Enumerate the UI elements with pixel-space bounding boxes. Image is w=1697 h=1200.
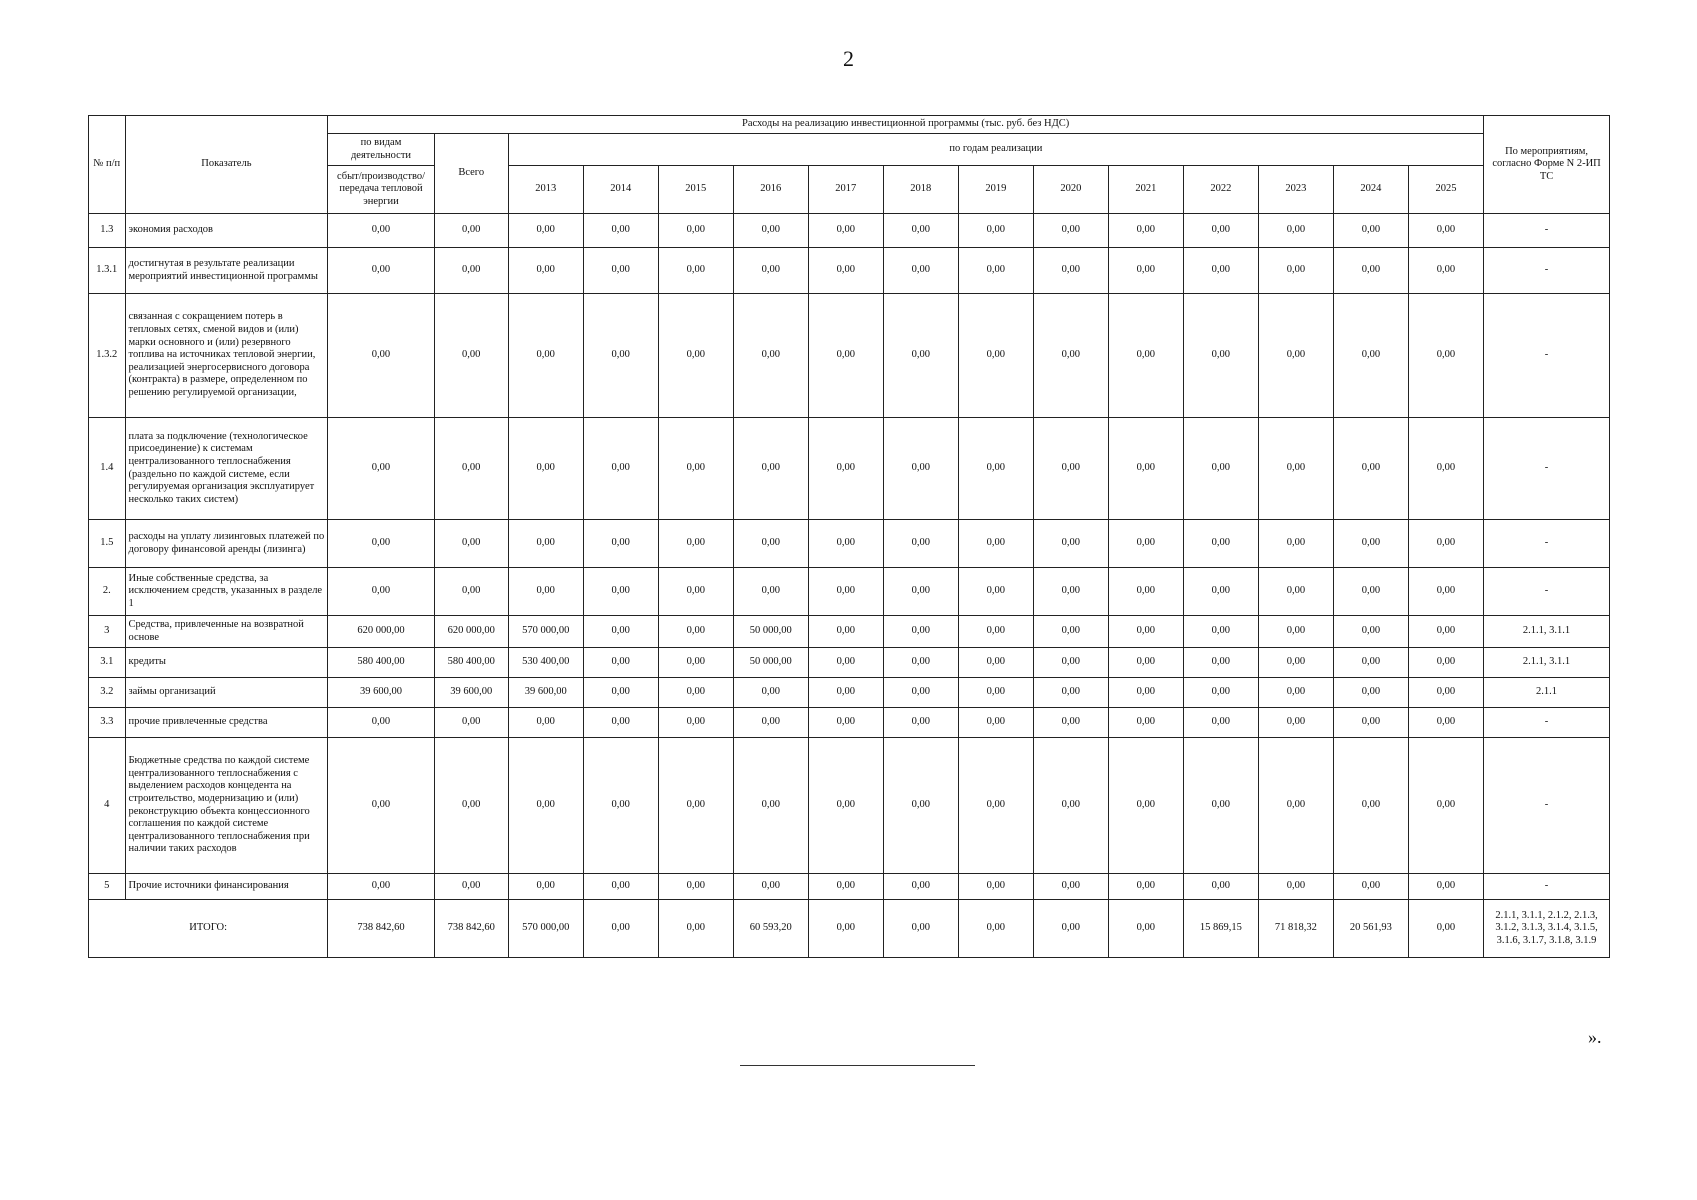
- row-year-value: 0,00: [958, 294, 1033, 418]
- row-year-value: 0,00: [958, 648, 1033, 678]
- row-year-value: 0,00: [883, 568, 958, 616]
- row-num: 4: [89, 738, 126, 874]
- row-year-value: 0,00: [1108, 708, 1183, 738]
- row-year-value: 0,00: [1258, 648, 1333, 678]
- row-year-value: 0,00: [808, 678, 883, 708]
- row-measures: -: [1484, 708, 1610, 738]
- header-year: 2016: [733, 166, 808, 214]
- row-year-value: 0,00: [1258, 294, 1333, 418]
- row-measures: -: [1484, 874, 1610, 900]
- total-year-value: 0,00: [883, 900, 958, 958]
- header-year: 2014: [583, 166, 658, 214]
- row-year-value: 0,00: [583, 616, 658, 648]
- header-year: 2025: [1408, 166, 1483, 214]
- row-year-value: 0,00: [1258, 520, 1333, 568]
- row-year-value: 0,00: [958, 874, 1033, 900]
- row-year-value: 0,00: [1033, 520, 1108, 568]
- row-year-value: 0,00: [808, 874, 883, 900]
- row-year-value: 0,00: [883, 248, 958, 294]
- row-year-value: 0,00: [1183, 874, 1258, 900]
- row-year-value: 0,00: [1108, 214, 1183, 248]
- row-year-value: 0,00: [583, 214, 658, 248]
- row-year-value: 0,00: [883, 520, 958, 568]
- row-label: плата за подключение (технологическое присоединение) к системам централизованного теплоснабжения (раздельно по каждой системе, если регулируемая организация эксплуатирует несколько таких систем): [125, 418, 328, 520]
- row-num: 3.3: [89, 708, 126, 738]
- row-year-value: 0,00: [1108, 616, 1183, 648]
- row-year-value: 0,00: [1333, 874, 1408, 900]
- row-label: связанная с сокращением потерь в тепловых сетях, сменой видов и (или) марки основного и (или) резервного топлива на источниках тепловой энергии, реализацией энергосервисного договора (контракта) в размере, определенном по решению регулируемой организации,: [125, 294, 328, 418]
- row-year-value: 0,00: [1108, 294, 1183, 418]
- row-year-value: 0,00: [733, 678, 808, 708]
- row-year-value: 0,00: [1033, 418, 1108, 520]
- row-measures: 2.1.1, 3.1.1: [1484, 648, 1610, 678]
- row-year-value: 0,00: [1258, 214, 1333, 248]
- table-row: [89, 708, 1610, 738]
- table-body: [89, 214, 1610, 958]
- row-year-value: 0,00: [808, 568, 883, 616]
- row-total-value: 0,00: [434, 520, 508, 568]
- row-year-value: 0,00: [583, 248, 658, 294]
- row-year-value: 0,00: [733, 520, 808, 568]
- row-year-value: 0,00: [658, 616, 733, 648]
- row-year-value: 0,00: [883, 294, 958, 418]
- header-indicator: Показатель: [125, 116, 328, 214]
- row-activity-value: 0,00: [328, 294, 434, 418]
- row-total-value: 0,00: [434, 248, 508, 294]
- total-year-value: 0,00: [1108, 900, 1183, 958]
- row-year-value: 0,00: [1408, 678, 1483, 708]
- row-total-value: 0,00: [434, 874, 508, 900]
- row-year-value: 0,00: [508, 708, 583, 738]
- header-year: 2023: [1258, 166, 1333, 214]
- row-year-value: 0,00: [958, 214, 1033, 248]
- header-by-years: по годам реализации: [508, 134, 1483, 166]
- row-year-value: 0,00: [1258, 874, 1333, 900]
- row-year-value: 0,00: [1183, 568, 1258, 616]
- row-num: 2.: [89, 568, 126, 616]
- row-measures: -: [1484, 520, 1610, 568]
- row-year-value: 0,00: [658, 248, 733, 294]
- row-year-value: 0,00: [1258, 678, 1333, 708]
- row-year-value: 0,00: [583, 738, 658, 874]
- row-year-value: 0,00: [808, 418, 883, 520]
- row-label: кредиты: [125, 648, 328, 678]
- table-row: [89, 294, 1610, 418]
- row-year-value: 0,00: [958, 678, 1033, 708]
- row-year-value: 0,00: [658, 294, 733, 418]
- row-year-value: 0,00: [733, 568, 808, 616]
- row-activity-value: 39 600,00: [328, 678, 434, 708]
- row-year-value: 0,00: [1033, 874, 1108, 900]
- row-year-value: 0,00: [508, 248, 583, 294]
- row-year-value: 0,00: [1408, 248, 1483, 294]
- total-year-value: 0,00: [808, 900, 883, 958]
- row-total-value: 0,00: [434, 214, 508, 248]
- header-num: № п/п: [89, 116, 126, 214]
- row-total-value: 39 600,00: [434, 678, 508, 708]
- table-row: [89, 568, 1610, 616]
- row-activity-value: 580 400,00: [328, 648, 434, 678]
- row-label: прочие привлеченные средства: [125, 708, 328, 738]
- table-row: [89, 418, 1610, 520]
- table-row: [89, 520, 1610, 568]
- table-row: [89, 648, 1610, 678]
- row-year-value: 0,00: [1108, 874, 1183, 900]
- row-year-value: 0,00: [1333, 248, 1408, 294]
- total-activity-value: 738 842,60: [328, 900, 434, 958]
- row-year-value: 0,00: [1108, 678, 1183, 708]
- row-year-value: 0,00: [1183, 738, 1258, 874]
- table-row: [89, 214, 1610, 248]
- row-year-value: 0,00: [1258, 418, 1333, 520]
- row-total-value: 0,00: [434, 568, 508, 616]
- row-year-value: 0,00: [1333, 294, 1408, 418]
- row-year-value: 0,00: [658, 418, 733, 520]
- row-measures: -: [1484, 248, 1610, 294]
- row-label: Прочие источники финансирования: [125, 874, 328, 900]
- row-year-value: 0,00: [1033, 648, 1108, 678]
- total-row: [89, 900, 1610, 958]
- row-year-value: 0,00: [658, 708, 733, 738]
- row-year-value: 0,00: [1183, 248, 1258, 294]
- row-year-value: 0,00: [958, 520, 1033, 568]
- total-year-value: 0,00: [1408, 900, 1483, 958]
- row-year-value: 0,00: [583, 708, 658, 738]
- row-year-value: 0,00: [733, 874, 808, 900]
- row-year-value: 0,00: [958, 568, 1033, 616]
- row-year-value: 0,00: [1183, 294, 1258, 418]
- header-year: 2017: [808, 166, 883, 214]
- row-year-value: 0,00: [1333, 214, 1408, 248]
- row-year-value: 0,00: [883, 648, 958, 678]
- row-year-value: 0,00: [1408, 294, 1483, 418]
- row-year-value: 0,00: [508, 520, 583, 568]
- header-total: Всего: [434, 134, 508, 214]
- row-year-value: 0,00: [1333, 616, 1408, 648]
- row-measures: -: [1484, 738, 1610, 874]
- row-year-value: 0,00: [1408, 708, 1483, 738]
- row-year-value: 0,00: [1333, 568, 1408, 616]
- row-year-value: 0,00: [658, 214, 733, 248]
- row-total-value: 620 000,00: [434, 616, 508, 648]
- row-year-value: 0,00: [958, 418, 1033, 520]
- row-year-value: 0,00: [1108, 738, 1183, 874]
- row-year-value: 0,00: [733, 418, 808, 520]
- row-year-value: 0,00: [1333, 708, 1408, 738]
- closing-mark: ».: [1588, 1027, 1602, 1047]
- row-year-value: 0,00: [508, 568, 583, 616]
- row-year-value: 0,00: [583, 648, 658, 678]
- row-num: 3.1: [89, 648, 126, 678]
- footer-rule: [740, 1065, 975, 1066]
- row-year-value: 0,00: [1033, 568, 1108, 616]
- header-activity-type: сбыт/производство/передача тепловой энергии: [328, 166, 434, 214]
- row-year-value: 0,00: [508, 294, 583, 418]
- row-year-value: 50 000,00: [733, 616, 808, 648]
- row-year-value: 0,00: [1333, 520, 1408, 568]
- row-year-value: 0,00: [1183, 418, 1258, 520]
- row-num: 1.3.1: [89, 248, 126, 294]
- row-year-value: 0,00: [733, 738, 808, 874]
- total-year-value: 0,00: [958, 900, 1033, 958]
- row-total-value: 580 400,00: [434, 648, 508, 678]
- row-year-value: 0,00: [583, 418, 658, 520]
- total-label: ИТОГО:: [89, 900, 328, 958]
- page-number: 2: [843, 46, 854, 71]
- row-year-value: 0,00: [1258, 248, 1333, 294]
- row-year-value: 0,00: [1408, 214, 1483, 248]
- row-year-value: 39 600,00: [508, 678, 583, 708]
- total-year-value: 0,00: [1033, 900, 1108, 958]
- row-year-value: 0,00: [583, 874, 658, 900]
- header-year: 2013: [508, 166, 583, 214]
- row-year-value: 0,00: [1333, 418, 1408, 520]
- row-year-value: 0,00: [658, 738, 733, 874]
- table-row: [89, 616, 1610, 648]
- header-year: 2018: [883, 166, 958, 214]
- row-year-value: 0,00: [1108, 248, 1183, 294]
- header-year: 2015: [658, 166, 733, 214]
- row-year-value: 0,00: [1408, 520, 1483, 568]
- row-year-value: 0,00: [808, 616, 883, 648]
- row-activity-value: 0,00: [328, 520, 434, 568]
- header-year: 2021: [1108, 166, 1183, 214]
- row-year-value: 0,00: [1108, 648, 1183, 678]
- row-year-value: 0,00: [958, 248, 1033, 294]
- row-year-value: 0,00: [733, 214, 808, 248]
- header-year: 2019: [958, 166, 1033, 214]
- row-activity-value: 0,00: [328, 568, 434, 616]
- table-row: [89, 738, 1610, 874]
- table-row: [89, 874, 1610, 900]
- row-year-value: 0,00: [808, 214, 883, 248]
- header-expenses-title: Расходы на реализацию инвестиционной программы (тыс. руб. без НДС): [328, 116, 1484, 134]
- row-label: займы организаций: [125, 678, 328, 708]
- row-total-value: 0,00: [434, 708, 508, 738]
- row-year-value: 0,00: [1183, 708, 1258, 738]
- row-year-value: 0,00: [808, 294, 883, 418]
- row-year-value: 0,00: [1258, 738, 1333, 874]
- row-year-value: 0,00: [1108, 418, 1183, 520]
- row-year-value: 0,00: [1408, 874, 1483, 900]
- row-year-value: 0,00: [1258, 568, 1333, 616]
- row-num: 1.4: [89, 418, 126, 520]
- total-year-value: 570 000,00: [508, 900, 583, 958]
- row-year-value: 0,00: [883, 418, 958, 520]
- row-year-value: 0,00: [508, 738, 583, 874]
- row-label: Иные собственные средства, за исключением средств, указанных в разделе 1: [125, 568, 328, 616]
- total-year-value: 60 593,20: [733, 900, 808, 958]
- row-measures: -: [1484, 214, 1610, 248]
- header-year: 2022: [1183, 166, 1258, 214]
- header-year: 2024: [1333, 166, 1408, 214]
- row-year-value: 0,00: [1183, 648, 1258, 678]
- row-num: 1.3: [89, 214, 126, 248]
- row-year-value: 0,00: [1333, 738, 1408, 874]
- row-year-value: 0,00: [808, 520, 883, 568]
- row-year-value: 0,00: [658, 678, 733, 708]
- row-year-value: 0,00: [883, 678, 958, 708]
- total-total-value: 738 842,60: [434, 900, 508, 958]
- total-year-value: 15 869,15: [1183, 900, 1258, 958]
- row-year-value: 0,00: [1408, 616, 1483, 648]
- row-activity-value: 0,00: [328, 248, 434, 294]
- row-year-value: 0,00: [883, 214, 958, 248]
- table-header: [89, 116, 1610, 214]
- row-year-value: 0,00: [1333, 678, 1408, 708]
- row-activity-value: 0,00: [328, 708, 434, 738]
- row-year-value: 0,00: [1408, 568, 1483, 616]
- row-year-value: 0,00: [808, 248, 883, 294]
- row-label: Бюджетные средства по каждой системе централизованного теплоснабжения с выделением расходов концедента на строительство, модернизацию и (или) реконструкцию объекта концессионного соглашения по каждой системе централизованного теплоснабжения при наличии таких расходов: [125, 738, 328, 874]
- row-year-value: 0,00: [583, 568, 658, 616]
- row-year-value: 0,00: [1183, 214, 1258, 248]
- row-label: достигнутая в результате реализации мероприятий инвестиционной программы: [125, 248, 328, 294]
- row-activity-value: 0,00: [328, 418, 434, 520]
- row-year-value: 0,00: [958, 616, 1033, 648]
- row-measures: -: [1484, 418, 1610, 520]
- row-year-value: 0,00: [508, 418, 583, 520]
- row-activity-value: 0,00: [328, 738, 434, 874]
- row-year-value: 0,00: [1033, 738, 1108, 874]
- row-year-value: 0,00: [1183, 520, 1258, 568]
- row-year-value: 0,00: [1033, 678, 1108, 708]
- header-measures: По мероприятиям, согласно Форме N 2-ИП ТС: [1484, 116, 1610, 214]
- row-year-value: 0,00: [1258, 616, 1333, 648]
- row-activity-value: 0,00: [328, 874, 434, 900]
- row-year-value: 50 000,00: [733, 648, 808, 678]
- row-year-value: 0,00: [733, 708, 808, 738]
- row-num: 5: [89, 874, 126, 900]
- header-year: 2020: [1033, 166, 1108, 214]
- row-measures: 2.1.1, 3.1.1: [1484, 616, 1610, 648]
- row-measures: -: [1484, 568, 1610, 616]
- row-activity-value: 0,00: [328, 214, 434, 248]
- row-year-value: 0,00: [1033, 294, 1108, 418]
- row-measures: -: [1484, 294, 1610, 418]
- row-year-value: 0,00: [1333, 648, 1408, 678]
- row-year-value: 0,00: [658, 648, 733, 678]
- row-year-value: 0,00: [883, 738, 958, 874]
- row-measures: 2.1.1: [1484, 678, 1610, 708]
- row-year-value: 0,00: [1408, 648, 1483, 678]
- row-year-value: 0,00: [1033, 708, 1108, 738]
- row-year-value: 0,00: [1183, 616, 1258, 648]
- row-year-value: 0,00: [1033, 214, 1108, 248]
- row-year-value: 0,00: [1183, 678, 1258, 708]
- total-measures: 2.1.1, 3.1.1, 2.1.2, 2.1.3, 3.1.2, 3.1.3, 3.1.4, 3.1.5, 3.1.6, 3.1.7, 3.1.8, 3.1.9: [1484, 900, 1610, 958]
- row-total-value: 0,00: [434, 418, 508, 520]
- row-year-value: 0,00: [883, 874, 958, 900]
- total-year-value: 0,00: [583, 900, 658, 958]
- row-year-value: 0,00: [658, 568, 733, 616]
- row-year-value: 0,00: [958, 738, 1033, 874]
- row-label: Средства, привлеченные на возвратной основе: [125, 616, 328, 648]
- row-year-value: 530 400,00: [508, 648, 583, 678]
- row-num: 3.2: [89, 678, 126, 708]
- row-year-value: 0,00: [583, 520, 658, 568]
- row-year-value: 0,00: [583, 678, 658, 708]
- row-year-value: 0,00: [658, 520, 733, 568]
- row-year-value: 570 000,00: [508, 616, 583, 648]
- row-year-value: 0,00: [1408, 418, 1483, 520]
- row-num: 3: [89, 616, 126, 648]
- row-year-value: 0,00: [733, 248, 808, 294]
- row-num: 1.3.2: [89, 294, 126, 418]
- row-year-value: 0,00: [1108, 520, 1183, 568]
- row-year-value: 0,00: [733, 294, 808, 418]
- row-year-value: 0,00: [1408, 738, 1483, 874]
- row-year-value: 0,00: [883, 616, 958, 648]
- row-year-value: 0,00: [808, 708, 883, 738]
- row-total-value: 0,00: [434, 294, 508, 418]
- row-year-value: 0,00: [808, 738, 883, 874]
- row-year-value: 0,00: [1108, 568, 1183, 616]
- row-year-value: 0,00: [658, 874, 733, 900]
- row-year-value: 0,00: [583, 294, 658, 418]
- table-row: [89, 678, 1610, 708]
- total-year-value: 71 818,32: [1258, 900, 1333, 958]
- row-num: 1.5: [89, 520, 126, 568]
- row-year-value: 0,00: [883, 708, 958, 738]
- total-year-value: 0,00: [658, 900, 733, 958]
- row-total-value: 0,00: [434, 738, 508, 874]
- total-year-value: 20 561,93: [1333, 900, 1408, 958]
- row-label: расходы на уплату лизинговых платежей по договору финансовой аренды (лизинга): [125, 520, 328, 568]
- row-year-value: 0,00: [508, 214, 583, 248]
- row-activity-value: 620 000,00: [328, 616, 434, 648]
- row-year-value: 0,00: [808, 648, 883, 678]
- row-label: экономия расходов: [125, 214, 328, 248]
- header-by-activity: по видам деятельности: [328, 134, 434, 166]
- row-year-value: 0,00: [1033, 616, 1108, 648]
- row-year-value: 0,00: [1033, 248, 1108, 294]
- row-year-value: 0,00: [958, 708, 1033, 738]
- investment-expenses-table: [88, 115, 1610, 958]
- table-row: [89, 248, 1610, 294]
- row-year-value: 0,00: [1258, 708, 1333, 738]
- row-year-value: 0,00: [508, 874, 583, 900]
